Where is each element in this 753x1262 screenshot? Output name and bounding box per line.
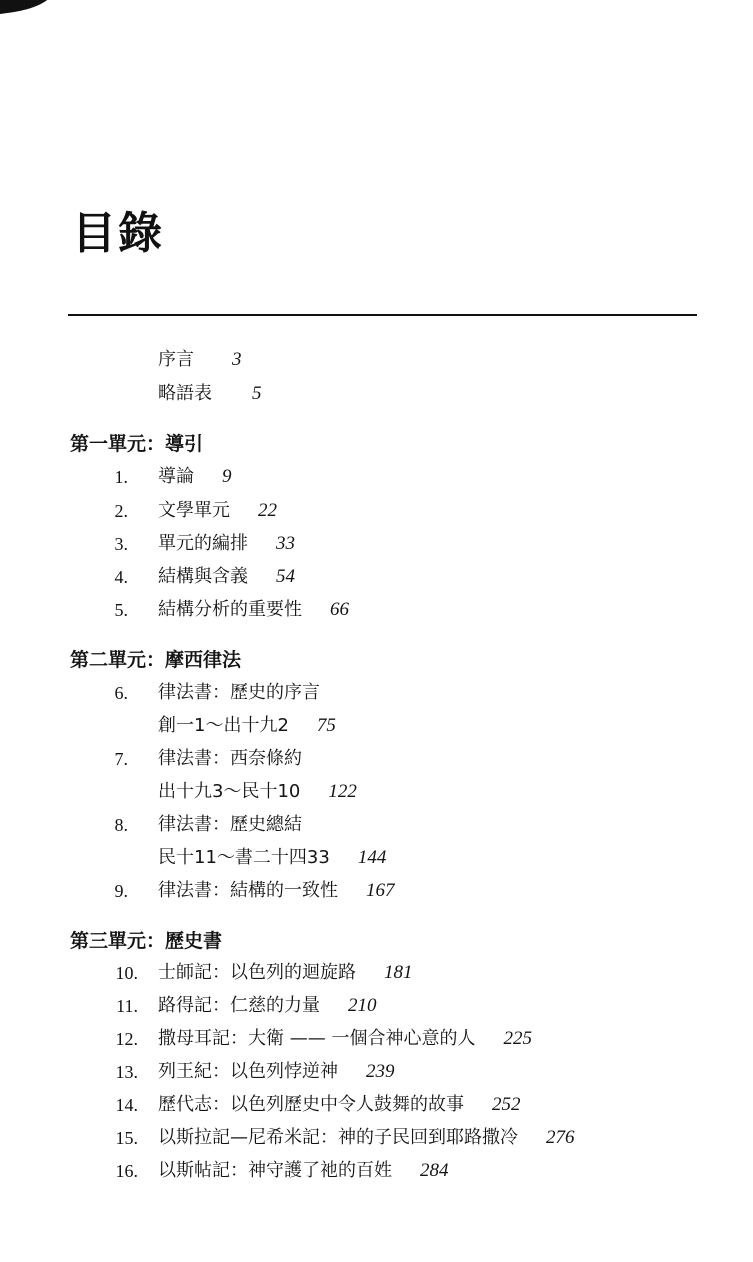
toc-entry-page: 3 (232, 349, 242, 370)
toc-entry-title: 列王紀：以色列悖逆神 (158, 1061, 338, 1082)
toc-entry-title: 律法書：結構的一致性 (158, 880, 338, 901)
toc-entry-page: 33 (276, 533, 295, 554)
toc-entry-title: 文學單元 (158, 500, 230, 521)
toc-entry-scripture-range: 創一1～出十九2 (158, 715, 289, 736)
toc-entry-number: 13. (115, 1062, 138, 1082)
toc-entry-scripture-range: 出十九3～民十10 (158, 781, 301, 802)
toc-entry-page: 66 (330, 599, 349, 620)
toc-entry-title: 以斯拉記—尼希米記：神的子民回到耶路撒冷 (158, 1127, 518, 1148)
title-rule (68, 314, 697, 316)
toc-entry-number: 10. (115, 963, 138, 983)
toc-entry-page: 210 (348, 995, 377, 1016)
toc-entry-title: 導論 (158, 466, 194, 487)
toc-entry-page: 181 (384, 962, 413, 983)
toc-entry-page: 9 (222, 466, 232, 487)
toc-entry-title: 撒母耳記：大衛 —— 一個合神心意的人 (158, 1028, 476, 1049)
toc-entry-title: 路得記：仁慈的力量 (158, 995, 320, 1016)
toc-entry-number: 9. (114, 881, 128, 901)
toc-entry-number: 16. (115, 1161, 138, 1181)
toc-entry-page: 284 (420, 1160, 449, 1181)
toc-entry-page: 54 (276, 566, 295, 587)
toc-entry-number: 2. (114, 501, 128, 521)
toc-entry-number: 1. (114, 467, 128, 487)
unit-heading: 第三單元：歷史書 (70, 930, 223, 952)
toc-entry-number: 5. (114, 600, 128, 620)
toc-entry-title: 結構分析的重要性 (158, 599, 302, 620)
toc-entry-page: 22 (258, 500, 277, 521)
toc-entry-title: 歷代志：以色列歷史中令人鼓舞的故事 (158, 1094, 464, 1115)
toc-entry-number: 15. (115, 1128, 138, 1148)
toc-entry-title: 略語表 (158, 383, 212, 404)
toc-entry-page: 252 (492, 1094, 521, 1115)
toc-entry-page: 225 (503, 1028, 532, 1049)
toc-entry-title: 以斯帖記：神守護了祂的百姓 (158, 1160, 392, 1181)
toc-entry-title: 序言 (158, 349, 194, 370)
toc-entry-title: 律法書：歷史的序言 (158, 682, 320, 703)
toc-entry-page: 239 (366, 1061, 395, 1082)
toc-entry-title: 律法書：歷史總結 (158, 814, 302, 835)
page-title: 目錄 (72, 208, 164, 259)
toc-entry-number: 11. (116, 996, 138, 1016)
page-corner-mark (0, 0, 52, 14)
toc-entry-page: 167 (366, 880, 395, 901)
toc-entry-number: 4. (114, 567, 128, 587)
toc-entry-title: 士師記：以色列的迴旋路 (158, 962, 356, 983)
toc-entry-scripture-range: 民十11～書二十四33 (158, 847, 330, 868)
toc-entry-page: 75 (316, 715, 336, 736)
unit-heading: 第二單元：摩西律法 (70, 649, 242, 671)
toc-entry-number: 7. (114, 749, 128, 769)
toc-entry-title: 單元的編排 (158, 533, 248, 554)
toc-entry-page: 5 (252, 383, 262, 404)
toc-entry-number: 14. (115, 1095, 138, 1115)
toc-entry-title: 律法書：西奈條約 (158, 748, 302, 769)
toc-entry-number: 6. (114, 683, 128, 703)
toc-entry-page: 276 (546, 1127, 575, 1148)
toc-entry-number: 12. (115, 1029, 138, 1049)
toc-entry-title: 結構與含義 (158, 566, 248, 587)
unit-heading: 第一單元：導引 (70, 433, 204, 455)
toc-entry-number: 8. (114, 815, 128, 835)
toc-entry-page: 122 (328, 781, 357, 802)
toc-entry-page: 144 (357, 847, 387, 868)
toc-entry-number: 3. (114, 534, 128, 554)
